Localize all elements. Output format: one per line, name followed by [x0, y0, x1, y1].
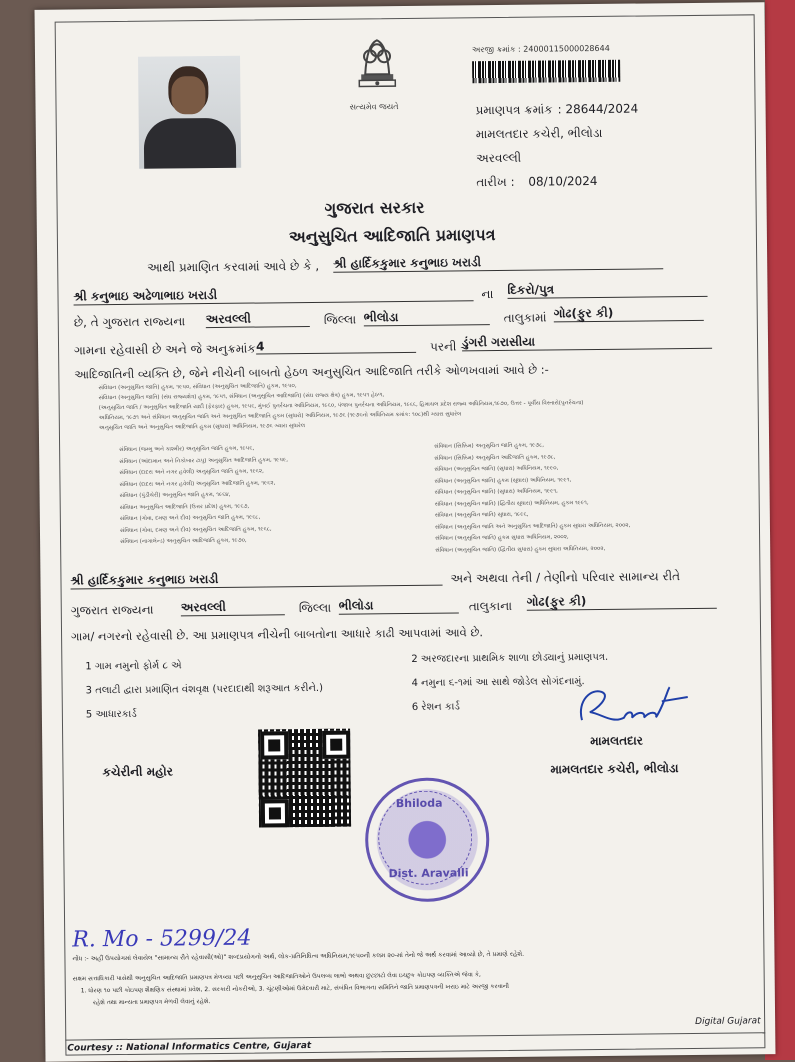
note-4: રહેશે તથા માન્યતા પ્રમાણપત્ર મેળવી લેવાનું રહેશે.: [92, 998, 211, 1007]
father-name: શ્રી કનુભાઇ અઢેળાભાઇ ખરાડી: [73, 285, 473, 305]
applicant-name: શ્રી હાર્દિકકુમાર કનુભાઇ ખરાડી: [333, 253, 663, 272]
doc-item: 6 રેશન કાર્ડ: [411, 701, 460, 713]
legal-paragraph: [98, 378, 583, 433]
declaration: આદિજાતિની વ્યક્તિ છે, જેને નીચેની બાબતો હેઠળ અનુસુચિત આદિજાતિ તરીકે ઓળખવામાં આવે છે :-: [74, 362, 549, 382]
signature: [572, 679, 703, 730]
application-number: અરજી ક્રમાંક : 24000115000028644: [471, 43, 610, 55]
order-item: સંવિધાન (અનુસુચિત જાતિ) હુકમ સુધારા અધિનિયમ, ૨૦૦૨,: [435, 534, 569, 542]
state2-label: ગુજરાત રાજ્યના: [70, 602, 154, 618]
resident-text: ગામના રહેવાસી છે અને જે અનુક્રમાંક: [74, 341, 256, 358]
order-item: સંવિધાન (ગોવા, દમણ અને દીવ) અનુસુચિત આદિજાતિ હુકમ, ૧૯૬૮,: [119, 525, 272, 534]
order-item: સંવિધાન (અનુસુચિત જાતિ) સુધારા, ૧૯૯૬,: [434, 511, 529, 519]
office-stamp: Bhiloda Dist. Aravalli: [365, 777, 490, 902]
mamlatdar-title: મામલતદાર: [590, 733, 644, 749]
national-emblem-icon: [347, 34, 408, 107]
applicant-name-2: શ્રી હાર્દિકકુમાર કનુભાઇ ખરાડી: [70, 570, 442, 590]
order-item: સંવિધાન (ગોવા, દમણ અને દીવ) અનુસુચિત જાતિ હુકમ, ૧૯૬૮,: [119, 514, 261, 522]
taluka2-label: તાલુકાના: [468, 598, 513, 614]
note-3: 1. ધોરણ ૧૦ પછી કોઇપણ શૈક્ષણિક સંસ્થામાં પ્રવેશ, 2. સરકારી નોકરીઓ, 3. ચૂંટણીઓમાં ઉમેદવારી માટે, સંબંધિત વિભાગના સમિતિને જાતિ પ્રમાણપત્રની ખરાઇ માટે અરજી કરવાની: [80, 982, 510, 995]
digital-gujarat: Digital Gujarat: [695, 1016, 761, 1027]
orders-list-left: [119, 443, 289, 548]
order-item: સંવિધાન (અનુસુચિત જાતિ) હુકમ (સુધારા) અધિનિયમ, ૧૯૯૧,: [434, 476, 572, 485]
date-label: તારીખ :: [476, 174, 515, 190]
emblem-motto: સત્યમેવ જયતે: [349, 102, 399, 112]
state-label: છે, તે ગુજરાત રાજ્યના: [73, 314, 186, 330]
doc-item: 2 અરજદારના પ્રાથમિક શાળા છોડ્યાનું પ્રમાણપત્ર.: [411, 651, 609, 665]
family-text: અને અથવા તેની / તેણીનો પરિવાર સામાન્ય રીતે: [450, 569, 681, 586]
applicant-photo: [138, 56, 241, 169]
order-item: સંવિધાન (અનુસુચિત જાતિ) (સુધારા) અધિનિયમ, ૧૯૯૦,: [434, 465, 559, 473]
order-item: સંવિધાન (દાદરા અને નગર હવેલી) અનુસુચિત જાતિ હુકમ, ૧૯૬૨,: [119, 468, 264, 476]
doc-item: 5 આધારકાર્ડ: [85, 708, 137, 721]
jilla-label: જિલ્લા: [323, 312, 357, 327]
taluka2-value: ગોઢ(ફુર કી): [527, 593, 717, 611]
taluka-value: ગોઢ(ફુર કી): [554, 305, 704, 323]
order-item: સંવિધાન (આંદામાન અને નિકોબાર ટાપુ) અનુસુચિત આદિજાતિ હુકમ, ૧૯૫૯,: [119, 456, 289, 465]
office-signature: મામલતદાર કચેરી, ભીલોડા: [550, 761, 679, 777]
para-line: અધિનિયમ, ૧૯૭૧ અને સંવિધાન અનુસુચિત જાતિ અને અનુસુચિત આદિજાતિ હુકમ (સુધારો) અધિનિયમ, ૧૯૭૬ (૧૯૭૬નો અધિનિયમ ક્રમાંક: ૧૦૮)થી ગ્યારા સુધારેલ: [98, 411, 462, 422]
serial-number: 4: [256, 338, 416, 355]
tribe-name: ડુંગરી ગરાસીયા: [462, 333, 712, 352]
taluka-label: તાલુકામાં: [503, 310, 547, 325]
jilla2-value: ભીલોડા: [339, 597, 459, 614]
relation: દિકરો/પુત્ર: [507, 281, 707, 299]
para-line: અનુસુચિત જાતિ અને અનુસુચિત આદિજાતિ હુકમ (સુધારા) અધિનિયમ, ૧૯૭૬ ગ્યારા સુધારેલ: [98, 423, 306, 432]
barcode: [472, 60, 620, 84]
para-line: સંવિધાન (અનુસુચિત જાતિ) હુકમ, ૧૯૫૦, સંવિધાન (અનુસુચિત આદિજાતિ) હુકમ, ૧૯૫૦,: [98, 383, 297, 392]
district-name: અરવલ્લી: [476, 150, 522, 166]
order-item: સંવિધાન (સિક્કિમ) અનુસુચિત જાતિ હુકમ, ૧૯૭૮,: [434, 442, 545, 450]
para-line: સંવિધાન (અનુસુચિત જાતિ) (સંઘ રાજ્યક્ષેત્ર) હુકમ, ૧૯૫૧, સંવિધાન (અનુસુચિત આદિજાતિ) (સંઘ રાજ્ય ક્ષેત્ર) હુકમ, ૧૯૫૧ હેઠળ,: [98, 392, 385, 402]
govt-title: ગુજરાત સરકાર: [324, 197, 425, 218]
state2-value: અરવલ્લી: [181, 599, 285, 616]
order-item: સંવિધાન (જમ્મુ અને કાશ્મીર) અનુસુચિત જાતિ હુકમ, ૧૯૫૬,: [119, 445, 255, 453]
jilla2-label: જિલ્લા: [298, 600, 332, 616]
jilla-value: ભીલોડા: [364, 309, 490, 326]
para-line: (અનુસુચિત જાતિ / અનુસુચિત આદિજાતિ યાદી (ફેરફાર) હુકમ, ૧૯૫૬, મુંબઈ પુનર્રચના અધિનિયમ, ૧૯૬૦, પંજાબ પુનર્રચના અધિનિયમ, ૧૯૬૬, હિમાચલ પ્રદેશ રાજ્ય અધિનિયમ,૧૯૭૦, ઉત્તર - પૂર્વીય વિસ્તારો(પુનર્રચના): [98, 400, 584, 412]
order-item: સંવિધાન (અનુસુચિત જાતિ અને અનુસુચિત આદિજાતિ) હુકમ સુધારા અધિનિયમ, ૨૦૦૨,: [434, 522, 631, 531]
certificate-page: [35, 2, 776, 1062]
cert-number: : 28644/2024: [557, 101, 639, 117]
tribe-label: પરની: [429, 339, 457, 354]
office-name: મામલતદાર કચેરી, ભીલોડા: [475, 125, 603, 142]
order-item: સંવિધાન (નાગાલેન્ડ) અનુસુચિત આદિજાતિ હુકમ, ૧૯૭૦,: [120, 537, 247, 545]
order-item: સંવિધાન (દાદરા અને નગર હવેલી) અનુસુચિત આદિજાતિ હુકમ, ૧૯૬૨,: [119, 479, 276, 488]
order-item: સંવિધાન (સિક્કિમ) અનુસુચિત આદિજાતિ હુકમ, ૧૯૭૮,: [434, 453, 556, 462]
doc-item: 3 તલાટી દ્વારા પ્રમાણિત વંશવૃક્ષ (પરદાદાથી શરૂઆત કરીને.): [85, 682, 324, 697]
courtesy: Courtesy :: National Informatics Centre, Gujarat: [67, 1041, 312, 1054]
order-item: સંવિધાન (અનુસુચિત જાતિ) (દ્વિતીય સુધારા) અધિનિયમ, હુકમ ૧૯૯૧,: [434, 499, 589, 508]
order-item: સંવિધાન (પુંડીચેરી) અનુસુચિત જાતિ હુકમ, ૧૯૬૪,: [119, 491, 231, 499]
note-2: સક્ષમ સત્તાધિકારી પાસેથી અનુસુચિત આદિજાતિ પ્રમાણપત્ર મેળવ્યા પછી અનુસુચિત આદિજાતિઓને ઉપલબ્ધ લાભો અથવા છુટછાટો લેવા ઇચ્છુક કોઇપણ વ્યક્તિએ જેવા કે,: [72, 971, 481, 983]
doc-item: 1 ગામ નમુનો ફોર્મ ૮ એ: [85, 660, 182, 673]
state-value: અરવલ્લી: [206, 311, 310, 328]
certify-text: આથી પ્રમાણિત કરવામાં આવે છે કે ,: [147, 258, 320, 275]
order-item: સંવિધાન અનુસુચિત આદિજાતિ (ઉત્તર પ્રદેશ) હુકમ, ૧૯૬૭,: [119, 503, 250, 511]
issue-date: 08/10/2024: [528, 173, 598, 189]
certificate-title: અનુસુચિત આદિજાતિ પ્રમાણપત્ર: [288, 225, 496, 247]
basis-text: ગામ/ નગરનો રહેવાસી છે. આ પ્રમાણપત્ર નીચેની બાબતોના આધારે કાઢી આપવામાં આવે છે.: [71, 625, 484, 644]
orders-list-right: [434, 440, 631, 557]
cert-number-label: પ્રમાણપત્ર ક્રમાંક: [475, 102, 553, 118]
na-label: ના: [481, 287, 494, 302]
note: નોંધ :- અહીં ઉપયોગમાં લેવાયેલ "સામાન્ય રીતે રહેવાસી(ઓ)" શબ્દપ્રયોગનો અર્થ, લોક-પ્રતિનિધિત્વ અધિનિયમ,૧૯૫૦ની કલમ ૨૦-માં તેનો જે અર્થ કરવામાં આવ્યો છે, તે પ્રમાણે રહેશે.: [72, 950, 525, 963]
order-item: સંવિધાન (અનુસુચિત જાતિ) (દ્વિતીય સુધારા) હુકમ સુધારા અધિનિયમ, ૨૦૦૨,: [435, 545, 606, 554]
handwritten-ref: R. Mo - 5299/24: [72, 925, 252, 953]
office-seal-label: કચેરીની મહોર: [102, 764, 174, 780]
doc-item: 4 નમુના ૬-૧માં આ સાથે જોડેલ સોગંદનામું.: [411, 676, 585, 689]
qr-code: [258, 729, 351, 828]
order-item: સંવિધાન (અનુસુચિત જાતિ) (સુધારા) અધિનિયમ, ૧૯૯૧,: [434, 488, 558, 496]
